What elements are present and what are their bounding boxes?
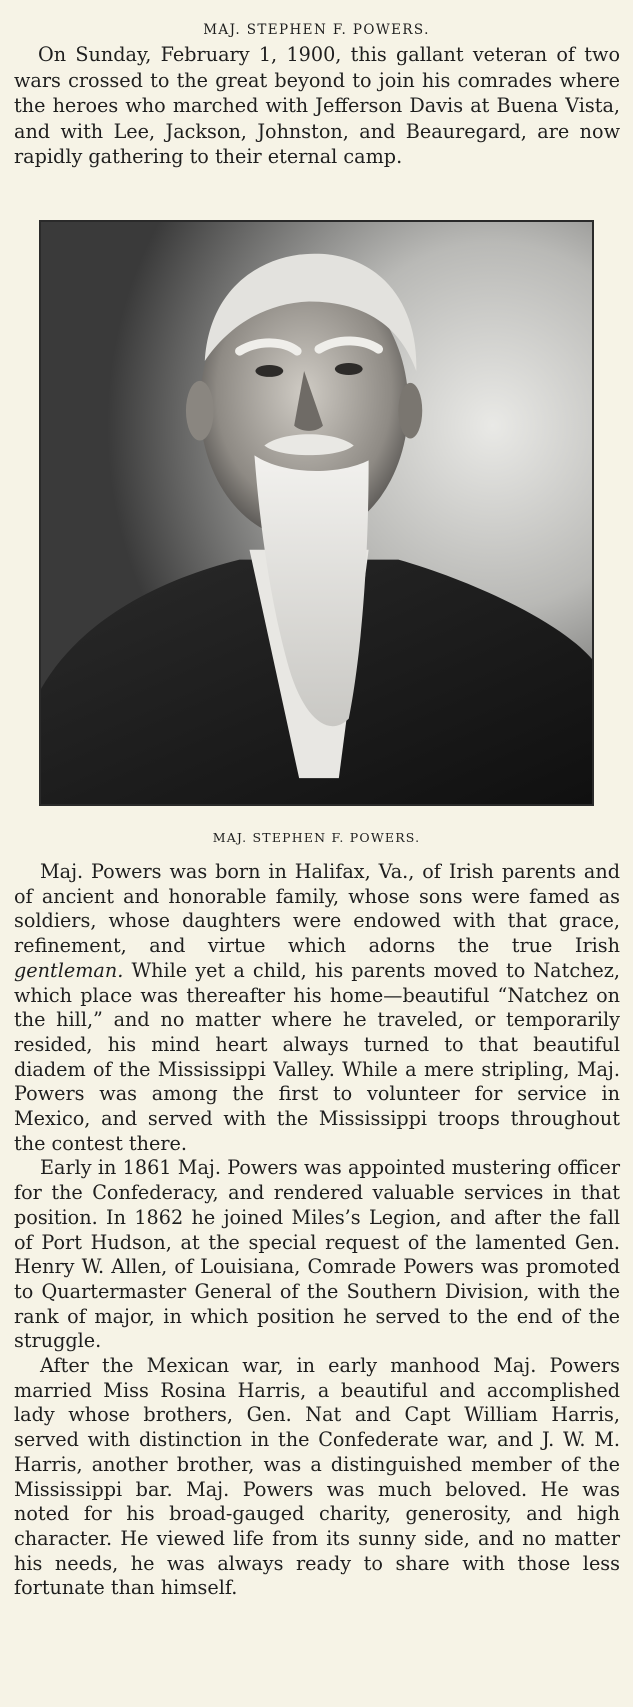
paragraph-birth	[14, 860, 620, 1156]
paragraph-confederacy: Early in 1861 Maj. Powers was appointed mustering officer for the Confederacy, and rendered valuable services in that position. In 1862 he joined Miles’s Legion, and after the fall of Port Hudson, at the special request of the lamented Gen. Henry W. Allen, of Louisiana, Comrade Powers was promoted to Quartermaster General of the Southern Division, with the rank of major, in which position he served to the end of the struggle.	[14, 1156, 620, 1353]
portrait-illustration	[41, 222, 592, 804]
paragraph-marriage: After the Mexican war, in early manhood Maj. Powers married Miss Rosina Harris, a beautiful and accomplished lady whose brothers, Gen. Nat and Capt William Harris, served with distinction in the Confederate war, and J. W. M. Harris, another brother, was a distinguished member of the Mississippi bar. Maj. Powers was much beloved. He was noted for his broad-gauged charity, generosity, and high character. He viewed life from its sunny side, and no matter his needs, he was always ready to share with those less fortunate than himself.	[14, 1354, 620, 1600]
article-body	[14, 860, 620, 1601]
paragraph-birth-part2: While yet a child, his parents moved to Natchez, which place was thereafter his home—beautiful “Natchez on the hill,” and no matter where he traveled, or temporarily resided, his mind heart always turned to that beautiful diadem of the Mississippi Valley. While a mere stripling, Maj. Powers was among the first to volunteer for service in Mexico, and served with the Mississippi troops throughout the contest there.	[14, 958, 620, 1155]
photo-caption: MAJ. STEPHEN F. POWERS.	[212, 830, 421, 845]
intro-paragraph: On Sunday, February 1, 1900, this gallant veteran of two wars crossed to the great beyond to join his comrades where the heroes who marched with Jefferson Davis at Buena Vista, and with Lee, Jackson, Johnston, and Beauregard, are now rapidly gathering to their eternal camp.	[14, 43, 620, 168]
article-heading: MAJ. STEPHEN F. POWERS.	[203, 22, 430, 38]
italic-gentleman: gentleman.	[14, 958, 124, 982]
portrait-photo	[39, 220, 594, 806]
paragraph-birth-part1: Maj. Powers was born in Halifax, Va., of Irish parents and of ancient and honorable family, whose sons were famed as soldiers, whose daughters were endowed with that grace, refinement, and virtue which adorns the true Irish	[14, 860, 620, 958]
